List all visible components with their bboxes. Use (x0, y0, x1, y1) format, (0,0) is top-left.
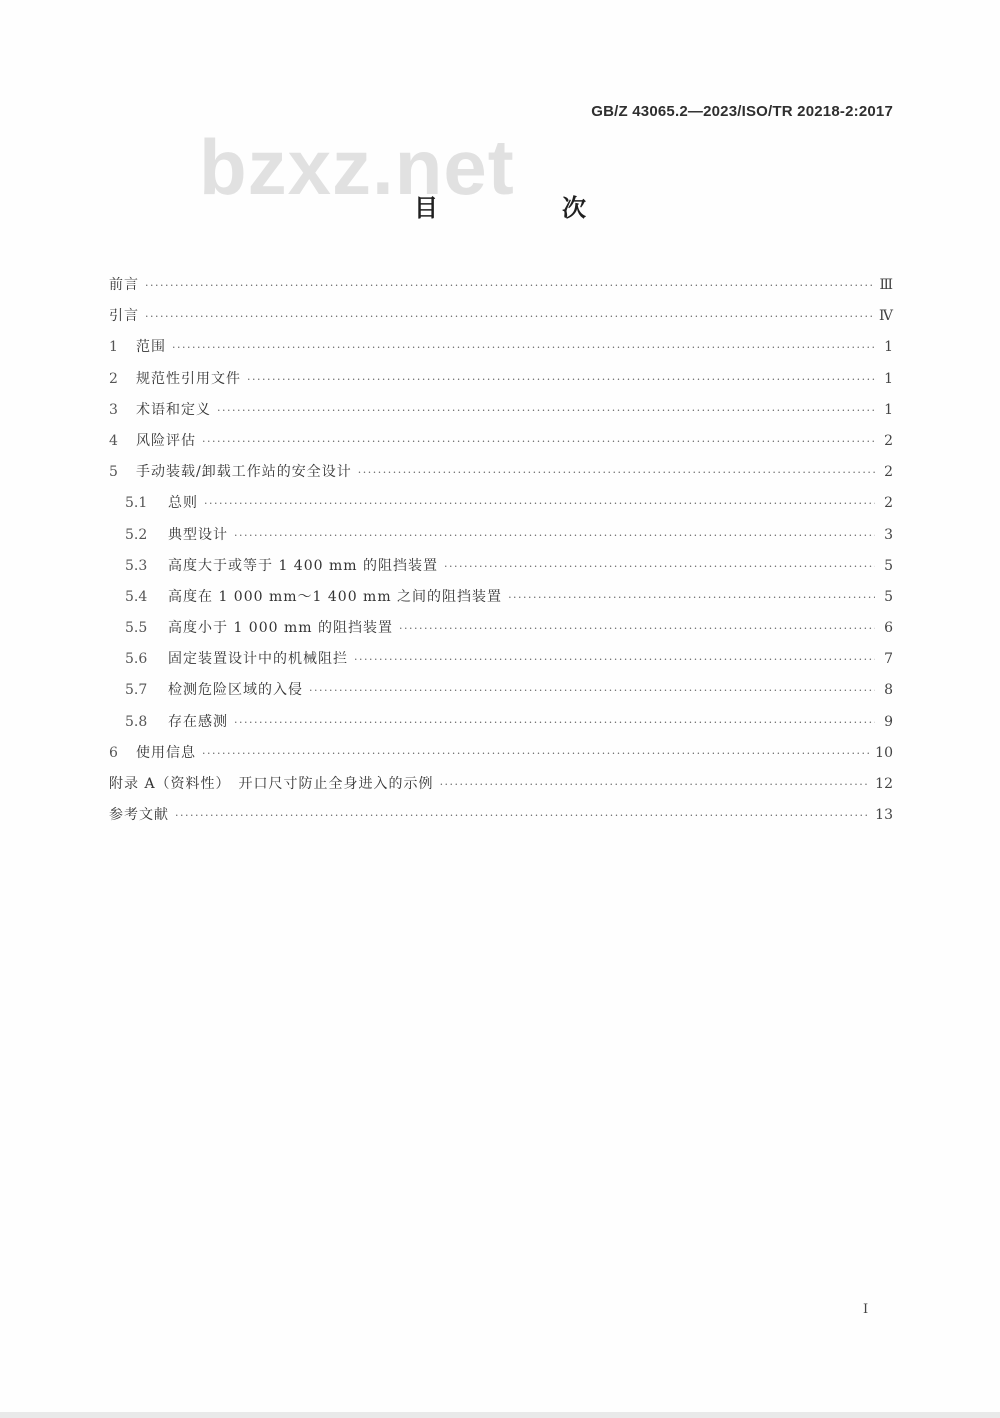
toc-entry-safety-design[interactable] (109, 457, 893, 488)
toc-entry-page: 1 (884, 370, 893, 387)
toc-entry-number: 5.7 (125, 682, 148, 699)
toc-entry-foreword[interactable] (109, 270, 893, 301)
toc-entry-page: 13 (875, 807, 893, 824)
dot-leader (204, 488, 875, 519)
toc-entry-label: 检测危险区域的入侵 (168, 682, 303, 699)
toc-entry-introduction[interactable] (109, 301, 893, 332)
dot-leader (399, 613, 875, 644)
toc-entry-label: 固定装置设计中的机械阻拦 (168, 651, 348, 668)
toc-entry-page: 3 (884, 526, 893, 543)
toc-entry-label: 附录 A（资料性） 开口尺寸防止全身进入的示例 (109, 776, 434, 792)
toc-entry-label: 高度小于 1 000 mm 的阻挡装置 (168, 620, 393, 637)
watermark: bzxz.net (199, 123, 515, 211)
dot-leader (309, 675, 875, 706)
toc-entry-page: Ⅲ (879, 277, 893, 293)
dot-leader (247, 364, 875, 395)
page-number: I (863, 1302, 869, 1317)
toc-entry-page: 9 (884, 713, 893, 730)
toc-entry-general[interactable] (109, 488, 893, 519)
toc-entry-label: 高度在 1 000 mm～1 400 mm 之间的阻挡装置 (168, 588, 503, 605)
toc-entry-number: 4 (109, 432, 118, 449)
toc-entry-mechanical-blocking[interactable] (109, 644, 893, 675)
toc-entry-risk-assessment[interactable] (109, 426, 893, 457)
toc-entry-page: 10 (875, 744, 893, 761)
toc-entry-label: 使用信息 (136, 744, 196, 761)
toc-entry-page: 1 (884, 339, 893, 356)
standard-number-header: GB/Z 43065.2—2023/ISO/TR 20218-2:2017 (591, 103, 893, 120)
toc-entry-information-for-use[interactable] (109, 738, 893, 769)
toc-entry-number: 5.5 (125, 620, 148, 637)
toc-entry-number: 5.4 (125, 588, 148, 605)
toc-entry-label: 参考文献 (109, 807, 169, 824)
dot-leader (358, 457, 875, 488)
toc-entry-label: 风险评估 (136, 432, 196, 449)
dot-leader (354, 644, 875, 675)
dot-leader (202, 426, 875, 457)
dot-leader (172, 332, 875, 363)
toc-entry-label: 规范性引用文件 (136, 370, 241, 387)
toc-entry-scope[interactable] (109, 332, 893, 363)
toc-entry-label: 手动装载/卸载工作站的安全设计 (136, 464, 352, 481)
dot-leader (145, 270, 873, 301)
toc-entry-page: 5 (884, 557, 893, 574)
toc-entry-label: 引言 (109, 308, 139, 325)
toc-entry-barrier-1000-1400[interactable] (109, 582, 893, 613)
toc-entry-terms-definitions[interactable] (109, 395, 893, 426)
dot-leader (440, 769, 870, 800)
toc-entry-page: 2 (884, 432, 893, 449)
dot-leader (444, 551, 875, 582)
dot-leader (175, 800, 869, 831)
toc-entry-page: 1 (884, 401, 893, 418)
toc-entry-label: 范围 (136, 339, 166, 356)
toc-entry-barrier-below-1000[interactable] (109, 613, 893, 644)
dot-leader (202, 738, 869, 769)
dot-leader (234, 520, 875, 551)
dot-leader (508, 582, 875, 613)
toc-entry-barrier-above-1400[interactable] (109, 551, 893, 582)
toc-entry-annex-a[interactable] (109, 769, 893, 800)
toc-entry-page: 2 (884, 495, 893, 512)
toc-entry-number: 5.3 (125, 557, 148, 574)
dot-leader (145, 301, 873, 332)
toc-entry-page: 7 (884, 651, 893, 668)
toc-entry-number: 5.6 (125, 651, 148, 668)
toc-entry-number: 5.1 (125, 495, 148, 512)
toc-entry-typical-design[interactable] (109, 520, 893, 551)
toc-entry-label: 高度大于或等于 1 400 mm 的阻挡装置 (168, 557, 438, 574)
toc-entry-label: 存在感测 (168, 713, 228, 730)
toc-entry-page: 2 (884, 464, 893, 481)
toc-entry-label: 术语和定义 (136, 401, 211, 418)
toc-entry-label: 前言 (109, 277, 139, 293)
toc-entry-number: 1 (109, 339, 118, 356)
toc-entry-page: 5 (884, 588, 893, 605)
toc-entry-presence-sensing[interactable] (109, 707, 893, 738)
toc-entry-page: 8 (884, 682, 893, 699)
toc-entry-number: 6 (109, 744, 118, 761)
dot-leader (217, 395, 875, 426)
table-of-contents (109, 270, 893, 831)
page-bottom-edge (0, 1412, 1000, 1418)
toc-entry-number: 5 (109, 464, 118, 481)
toc-entry-normative-references[interactable] (109, 364, 893, 395)
toc-entry-number: 5.2 (125, 526, 148, 543)
toc-entry-intrusion-detection[interactable] (109, 675, 893, 706)
dot-leader (234, 707, 875, 738)
toc-entry-number: 5.8 (125, 713, 148, 730)
toc-entry-label: 总则 (168, 495, 198, 512)
toc-title: 目 次 (414, 194, 636, 222)
toc-entry-number: 2 (109, 370, 118, 387)
toc-entry-number: 3 (109, 401, 118, 418)
toc-entry-page: 12 (875, 776, 893, 792)
toc-entry-bibliography[interactable] (109, 800, 893, 831)
toc-entry-page: 6 (884, 620, 893, 637)
toc-entry-page: Ⅳ (879, 308, 893, 325)
toc-entry-label: 典型设计 (168, 526, 228, 543)
